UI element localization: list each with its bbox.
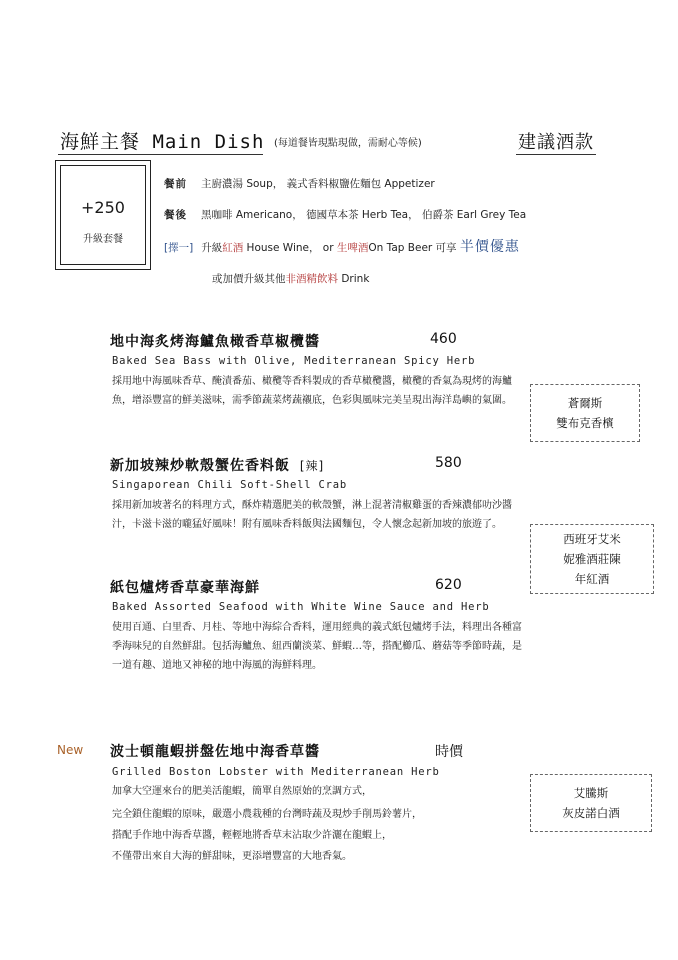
after-text: 黑咖啡 Americano， 德國草本茶 Herb Tea， 伯爵茶 Earl Grey Tea bbox=[201, 209, 527, 221]
dish-name: 波士頓龍蝦拼盤佐地中海香草醬 bbox=[110, 744, 320, 760]
wine-line: 灰皮諾白酒 bbox=[562, 806, 620, 820]
wine-column-title: 建議酒款 bbox=[518, 132, 594, 153]
wine-line: 年紅酒 bbox=[574, 572, 610, 586]
dish-english-name: Grilled Boston Lobster with Mediterranean Herb bbox=[112, 766, 440, 778]
dish-description-line: 完全鎖住龍蝦的原味，嚴選小農栽種的台灣時蔬及現炒手削馬鈴薯片， bbox=[112, 809, 422, 820]
wine-line: 蒼爾斯 bbox=[567, 396, 603, 410]
new-badge: New bbox=[57, 743, 84, 757]
dish-name-text: 新加坡辣炒軟殼蟹佐香料飯 bbox=[110, 458, 290, 474]
section-title: 海鮮主餐 Main Dish bbox=[60, 131, 265, 153]
set-alt-line bbox=[212, 271, 369, 286]
dish-name: 紙包爐烤香草豪華海鮮 bbox=[110, 580, 260, 596]
wine-pairing-box bbox=[530, 774, 652, 832]
set-meal-label: 升級套餐 bbox=[83, 234, 123, 245]
set-appetizer-line bbox=[164, 176, 435, 191]
wine-line: 妮雅酒莊陳 bbox=[563, 552, 621, 566]
spicy-tag: [辣] bbox=[299, 459, 325, 473]
wine-pairing-box bbox=[530, 524, 654, 594]
choose-label: [擇一] bbox=[164, 242, 194, 254]
dish-name: 地中海炙烤海鱸魚橄香草椒欖醬 bbox=[110, 334, 320, 350]
dish-english-name: Baked Sea Bass with Olive, Mediterranean Spicy Herb bbox=[112, 355, 476, 367]
choose-red-wine: 紅酒 bbox=[222, 242, 244, 254]
title-underline bbox=[58, 154, 263, 155]
dish-description-line: 不僅帶出來自大海的鮮甜味，更添增豐富的大地香氣。 bbox=[112, 851, 352, 862]
appetizer-label: 餐前 bbox=[164, 178, 187, 190]
dish-price: 580 bbox=[435, 455, 462, 471]
dish-description: 採用地中海風味香草、醃漬番茄、橄欖等香料製成的香草橄欖醬，橄欖的香氣為現烤的海鱸魚，增添豐富的鮮美滋味，需季節蔬菜烤蔬襯底，色彩與風味完美呈現出海洋島嶼的氣圍。 bbox=[112, 376, 512, 406]
appetizer-text: 主廚濃湯 Soup， 義式香料椒鹽佐麵包 Appetizer bbox=[201, 178, 435, 190]
set-meal-box-inner bbox=[60, 165, 146, 265]
dish-price: 460 bbox=[430, 331, 457, 347]
dish-price: 620 bbox=[435, 577, 462, 593]
dish-english-name: Baked Assorted Seafood with White Wine Sauce and Herb bbox=[112, 601, 490, 613]
dish-name bbox=[110, 455, 324, 475]
wine-line: 艾騰斯 bbox=[573, 786, 609, 800]
set-meal-price: +250 bbox=[81, 198, 125, 217]
dish-description: 使用百通、白里香、月桂、等地中海綜合香料，運用經典的義式紙包爐烤手法，料理出各種富季海味兒的自然鮮甜。包括海鱸魚、紐西蘭淡菜、鮮蝦…等，搭配櫛瓜、蘑菇等季節時蔬，是一道有趣、道地又神秘的地中海風的海鮮料理。 bbox=[112, 622, 522, 671]
dish-description-line: 搭配手作地中海香草醬，輕輕地將香草末沾取少許灑在龍蝦上， bbox=[112, 830, 392, 841]
choose-beer: 生啤酒 bbox=[336, 242, 369, 254]
section-note: (每道餐皆現點現做，需耐心等候) bbox=[274, 138, 422, 149]
choose-post: On Tap Beer 可享 bbox=[368, 242, 457, 254]
dish-description-line: 加拿大空運來台的肥美活龍蝦，簡單自然原始的烹調方式， bbox=[112, 786, 372, 797]
alt-post: Drink bbox=[341, 273, 370, 285]
set-meal-box bbox=[55, 160, 151, 270]
wine-line: 西班牙艾米 bbox=[563, 532, 621, 546]
after-label: 餐後 bbox=[164, 209, 187, 221]
half-price-offer: 半價優惠 bbox=[459, 239, 520, 255]
choose-mid: House Wine， or bbox=[246, 242, 334, 254]
set-after-line bbox=[164, 207, 526, 222]
wine-line: 雙布克香檳 bbox=[556, 416, 614, 430]
wine-title-underline bbox=[516, 154, 596, 155]
alt-pre: 或加價升級其他 bbox=[212, 273, 286, 285]
dish-description: 採用新加坡著名的料理方式，酥炸精選肥美的軟殼蟹，淋上混著清椒雞蛋的香辣濃郁叻沙醬汁，卡滋卡滋的嚨猛好風味！附有風味香料飯與法國麵包，令人懷念起新加坡的旅遊了。 bbox=[112, 500, 512, 530]
dish-price: 時價 bbox=[435, 744, 463, 760]
wine-pairing-box bbox=[530, 384, 640, 442]
dish-english-name: Singaporean Chili Soft-Shell Crab bbox=[112, 479, 348, 491]
set-choose-line bbox=[164, 236, 520, 256]
alt-highlight: 非酒精飲料 bbox=[285, 273, 338, 285]
choose-pre: 升級 bbox=[201, 242, 223, 254]
